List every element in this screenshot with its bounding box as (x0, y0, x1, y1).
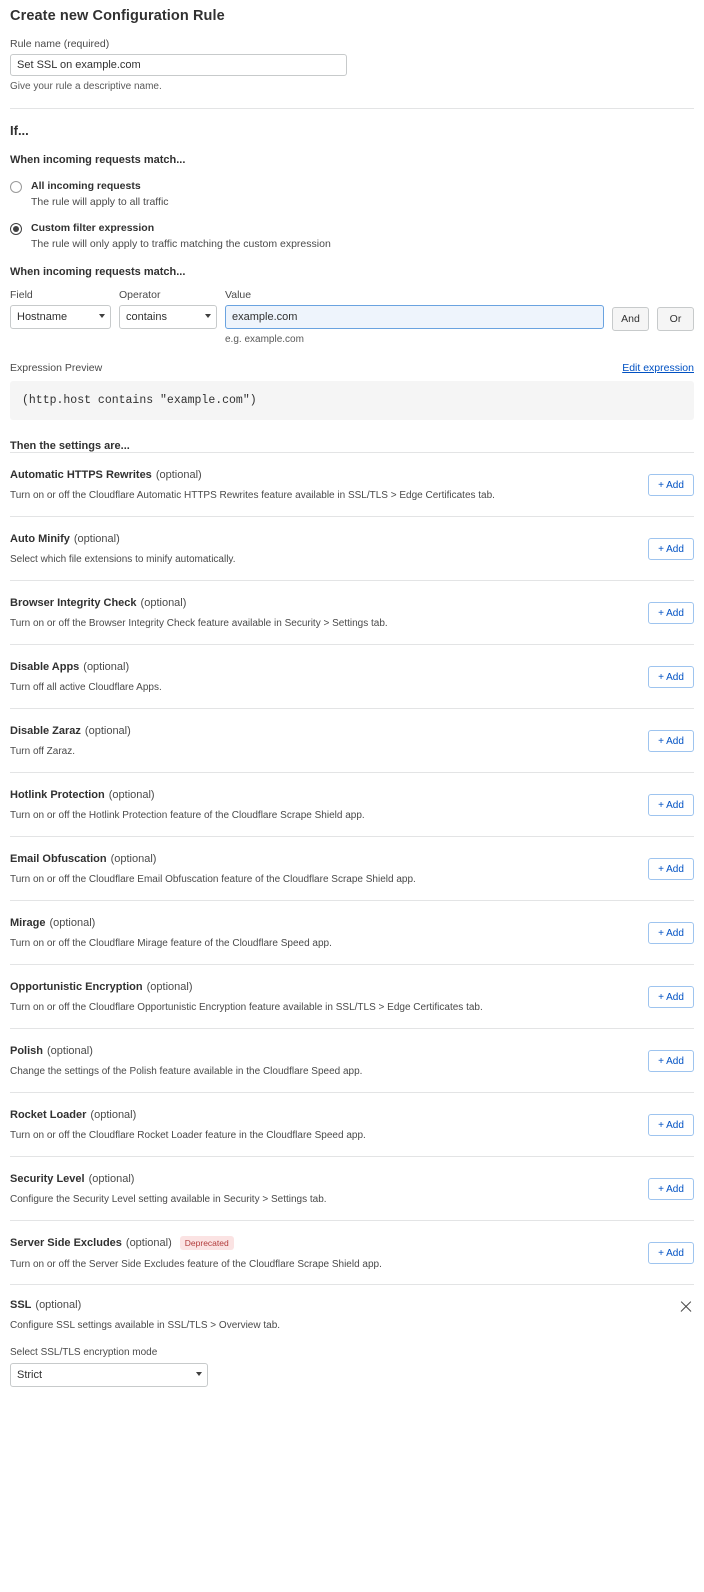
if-section-heading: If... (10, 123, 29, 138)
setting-desc: Select which file extensions to minify automatically. (10, 554, 236, 566)
setting-optional: (optional) (83, 661, 130, 674)
setting-desc: Turn on or off the Cloudflare Email Obfuscation feature of the Cloudflare Scrape Shield app. (10, 874, 416, 886)
radio-icon-custom-filter[interactable] (10, 223, 22, 235)
page-title: Create new Configuration Rule (10, 8, 225, 24)
setting-row (10, 516, 694, 580)
setting-title: Browser Integrity Check (10, 597, 137, 610)
add-button[interactable]: + Add (648, 922, 694, 944)
divider (10, 108, 694, 109)
add-button[interactable]: + Add (648, 858, 694, 880)
setting-row (10, 1156, 694, 1220)
add-button[interactable]: + Add (648, 1178, 694, 1200)
add-button[interactable]: + Add (648, 666, 694, 688)
setting-desc: Turn on or off the Cloudflare Mirage feature of the Cloudflare Speed app. (10, 938, 332, 950)
add-button[interactable]: + Add (648, 730, 694, 752)
rule-name-input[interactable] (10, 54, 347, 76)
operator-label: Operator (119, 289, 161, 302)
setting-title: SSL (10, 1299, 32, 1312)
setting-row (10, 1028, 694, 1092)
setting-title: Auto Minify (10, 533, 70, 546)
setting-desc: Turn on or off the Cloudflare Rocket Loader feature in the Cloudflare Speed app. (10, 1130, 366, 1142)
setting-row (10, 708, 694, 772)
setting-title: Email Obfuscation (10, 853, 107, 866)
setting-row (10, 580, 694, 644)
builder-heading: When incoming requests match... (10, 266, 186, 279)
add-button[interactable]: + Add (648, 794, 694, 816)
setting-title: Polish (10, 1045, 44, 1058)
setting-row (10, 1092, 694, 1156)
setting-title: Server Side Excludes (10, 1237, 122, 1250)
add-button[interactable]: + Add (648, 538, 694, 560)
setting-optional: (optional) (49, 917, 96, 930)
setting-row (10, 452, 694, 516)
setting-title: Mirage (10, 917, 46, 930)
and-button[interactable]: And (612, 307, 649, 331)
setting-optional: (optional) (155, 469, 202, 482)
radio-label-custom-filter: Custom filter expression (31, 222, 155, 235)
setting-row (10, 900, 694, 964)
setting-title: Security Level (10, 1173, 85, 1186)
setting-optional: (optional) (125, 1237, 172, 1250)
status-badge: Deprecated (180, 1236, 234, 1250)
value-label: Value (225, 289, 252, 302)
setting-title: Disable Apps (10, 661, 80, 674)
value-input[interactable] (225, 305, 604, 329)
setting-desc: Configure the Security Level setting available in Security > Settings tab. (10, 1194, 327, 1206)
match-heading: When incoming requests match... (10, 154, 186, 166)
setting-optional: (optional) (90, 1109, 137, 1122)
or-button[interactable]: Or (657, 307, 694, 331)
ssl-mode-select[interactable] (10, 1363, 208, 1387)
setting-desc: Configure SSL settings available in SSL/TLS > Overview tab. (10, 1320, 281, 1332)
setting-row (10, 1220, 694, 1284)
expression-builder-row (10, 289, 694, 345)
setting-desc: Turn on or off the Server Side Excludes feature of the Cloudflare Scrape Shield app. (10, 1259, 382, 1271)
edit-expression-link[interactable]: Edit expression (622, 362, 694, 375)
add-button[interactable]: + Add (648, 1114, 694, 1136)
setting-row-ssl (10, 1284, 694, 1387)
settings-list (10, 452, 694, 1387)
setting-optional: (optional) (108, 789, 155, 802)
radio-option-all-requests[interactable] (10, 180, 694, 208)
setting-row (10, 964, 694, 1028)
setting-optional: (optional) (110, 853, 157, 866)
setting-optional: (optional) (84, 725, 131, 738)
setting-desc: Turn on or off the Cloudflare Automatic HTTPS Rewrites feature available in SSL/TLS > Edge Certificates tab. (10, 490, 495, 502)
field-select[interactable] (10, 305, 111, 329)
add-button[interactable]: + Add (648, 986, 694, 1008)
setting-row (10, 644, 694, 708)
rule-name-label: Rule name (required) (10, 38, 110, 50)
radio-option-custom-filter[interactable] (10, 222, 694, 250)
setting-optional: (optional) (140, 597, 187, 610)
setting-desc: Change the settings of the Polish feature available in the Cloudflare Speed app. (10, 1066, 363, 1078)
radio-icon-all-requests[interactable] (10, 181, 22, 193)
setting-title: Automatic HTTPS Rewrites (10, 469, 152, 482)
add-button[interactable]: + Add (648, 474, 694, 496)
setting-optional: (optional) (73, 533, 120, 546)
setting-desc: Turn on or off the Cloudflare Opportunistic Encryption feature available in SSL/TLS > Edge Certificates tab. (10, 1002, 483, 1014)
ssl-mode-label: Select SSL/TLS encryption mode (10, 1347, 158, 1359)
setting-optional: (optional) (47, 1045, 93, 1058)
add-button[interactable]: + Add (648, 1242, 694, 1264)
value-help: e.g. example.com (225, 334, 304, 346)
then-heading: Then the settings are... (10, 440, 130, 453)
rule-name-group (10, 38, 694, 92)
setting-desc: Turn on or off the Hotlink Protection feature of the Cloudflare Scrape Shield app. (10, 810, 365, 822)
setting-title: Opportunistic Encryption (10, 981, 143, 994)
setting-optional: (optional) (88, 1173, 135, 1186)
setting-desc: Turn off Zaraz. (10, 746, 76, 758)
rule-name-help: Give your rule a descriptive name. (10, 81, 162, 92)
setting-optional: (optional) (146, 981, 193, 994)
expression-preview-label: Expression Preview (10, 362, 103, 375)
expression-preview-box: (http.host contains "example.com") (10, 381, 694, 420)
operator-select[interactable] (119, 305, 217, 329)
field-label: Field (10, 289, 33, 302)
setting-optional: (optional) (35, 1299, 82, 1312)
setting-desc: Turn on or off the Browser Integrity Check feature available in Security > Settings tab. (10, 618, 388, 630)
setting-title: Disable Zaraz (10, 725, 81, 738)
setting-row (10, 772, 694, 836)
add-button[interactable]: + Add (648, 602, 694, 624)
setting-title: Hotlink Protection (10, 789, 105, 802)
expression-preview-header (10, 362, 694, 374)
setting-row (10, 836, 694, 900)
radio-desc-custom-filter: The rule will only apply to traffic matching the custom expression (31, 238, 331, 251)
radio-label-all-requests: All incoming requests (31, 180, 141, 192)
setting-desc: Turn off all active Cloudflare Apps. (10, 682, 162, 694)
add-button[interactable]: + Add (648, 1050, 694, 1072)
close-icon[interactable] (678, 1299, 694, 1315)
setting-title: Rocket Loader (10, 1109, 87, 1122)
radio-desc-all-requests: The rule will apply to all traffic (31, 196, 169, 209)
